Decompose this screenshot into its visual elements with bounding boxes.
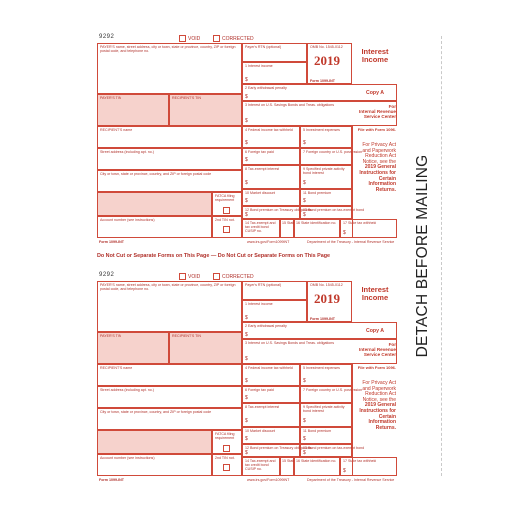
- city-label: City or town, state or province, country, and ZIP or foreign postal code: [100, 172, 212, 176]
- irs-line-2: Internal Revenue: [358, 347, 396, 353]
- box1-interest-income[interactable]: [242, 62, 307, 84]
- rtn-box[interactable]: [242, 281, 307, 300]
- box10-label: 10 Market discount: [245, 429, 276, 433]
- dollar-sign: $: [245, 450, 248, 456]
- box14-cusip[interactable]: [242, 219, 280, 238]
- notice-line: Notice, see the: [362, 158, 396, 165]
- rtn-box[interactable]: [242, 43, 307, 62]
- box11-label: 11 Bond premium: [303, 429, 332, 433]
- title-line-1: Interest: [361, 47, 389, 56]
- box10-label: 10 Market discount: [245, 191, 276, 195]
- payer-tin-box[interactable]: [97, 332, 169, 364]
- account-number-box[interactable]: [97, 216, 212, 238]
- dollar-sign: $: [245, 436, 248, 442]
- file-with-1096: File with Form 1096.: [357, 127, 396, 132]
- dollar-sign: $: [303, 140, 306, 146]
- dollar-sign: $: [245, 118, 248, 124]
- form-id-label: Form 1099-INT: [310, 79, 335, 83]
- footer-department: Department of the Treasury - Internal Revenue Service: [307, 240, 395, 244]
- void-checkbox[interactable]: [179, 273, 200, 280]
- detach-text: DETACH BEFORE MAILING: [414, 154, 431, 358]
- copy-label: Copy A: [366, 90, 384, 96]
- corrected-checkbox[interactable]: [213, 35, 254, 42]
- box6-label: 6 Foreign tax paid: [245, 150, 274, 154]
- street-address-label: Street address (including apt. no.): [100, 388, 154, 392]
- recipient-name-box[interactable]: [97, 364, 242, 386]
- box17-label: 17 State tax withheld: [343, 221, 377, 225]
- payer-tin-label: PAYER'S TIN: [100, 96, 122, 100]
- notice-line: Instructions for: [359, 407, 396, 414]
- box14-label: 14 Tax-exempt and tax credit bond CUSIP no.: [245, 459, 276, 471]
- dollar-sign: $: [245, 315, 248, 321]
- box5-investment-expenses[interactable]: [300, 126, 352, 148]
- box15-state[interactable]: [280, 219, 294, 238]
- dollar-sign: $: [303, 436, 306, 442]
- box13-tax-exempt-premium[interactable]: [300, 206, 365, 219]
- form-code: 9292: [99, 34, 115, 40]
- tax-year-text: 2019: [314, 291, 340, 306]
- box7-foreign-country[interactable]: [300, 386, 363, 403]
- box12-label: 12 Bond premium on Treasury obligations: [245, 446, 312, 450]
- box5-investment-expenses[interactable]: [300, 364, 352, 386]
- box16-state-id[interactable]: [294, 219, 340, 238]
- notice-line: Reduction Act: [365, 153, 396, 160]
- corrected-label: CORRECTED: [222, 35, 254, 42]
- box5-label: 5 Investment expenses: [303, 366, 340, 370]
- dollar-sign: $: [245, 332, 248, 338]
- recipient-name-box[interactable]: [97, 126, 242, 148]
- recipient-tin-box[interactable]: [169, 332, 242, 364]
- payer-tin-box[interactable]: [97, 94, 169, 126]
- form-id-label: Form 1099-INT: [310, 317, 335, 321]
- omb-number: OMB No. 1545-0112: [310, 283, 343, 287]
- box6-label: 6 Foreign tax paid: [245, 388, 274, 392]
- recipient-tin-box[interactable]: [169, 94, 242, 126]
- dollar-sign: $: [303, 418, 306, 424]
- footer-url: www.irs.gov/Form1099INT: [247, 478, 290, 482]
- title-line-2: Income: [361, 55, 389, 64]
- dollar-sign: $: [245, 395, 248, 401]
- box3-label: 3 Interest on U.S. Savings Bonds and Treas. obligations: [245, 103, 335, 107]
- box8-tax-exempt[interactable]: [242, 165, 300, 189]
- notice-line: Information: [368, 419, 396, 426]
- box11-label: 11 Bond premium: [303, 191, 332, 195]
- tax-year: [314, 291, 340, 307]
- street-address-box[interactable]: [97, 148, 242, 170]
- box2-label: 2 Early withdrawal penalty: [245, 324, 287, 328]
- dollar-sign: $: [245, 77, 248, 83]
- detach-before-mailing: [414, 36, 432, 476]
- corrected-label: CORRECTED: [222, 273, 254, 280]
- box15-state[interactable]: [280, 457, 294, 476]
- second-tin-checkbox[interactable]: [223, 226, 232, 233]
- box9-label: 9 Specified private activity bond interest: [303, 167, 345, 175]
- box16-state-id[interactable]: [294, 457, 340, 476]
- dollar-sign: $: [245, 140, 248, 146]
- dollar-sign: $: [303, 212, 306, 218]
- irs-service-center: [353, 342, 396, 358]
- payer-name-label: PAYER'S name, street address, city or town, state or province, country, ZIP or foreign postal code, and telephone no.: [100, 283, 236, 291]
- perforation-line: [441, 36, 442, 476]
- box1-label: 1 Interest income: [245, 302, 273, 306]
- box12-treasury-premium[interactable]: [242, 206, 312, 219]
- box2-label: 2 Early withdrawal penalty: [245, 86, 287, 90]
- dollar-sign: $: [303, 450, 306, 456]
- dollar-sign: $: [245, 212, 248, 218]
- payer-tin-label: PAYER'S TIN: [100, 334, 122, 338]
- box7-foreign-country[interactable]: [300, 148, 363, 165]
- box8-label: 8 Tax-exempt interest: [245, 167, 280, 171]
- notice-line: Returns.: [375, 186, 396, 193]
- box16-label: 16 State identification no.: [296, 459, 337, 463]
- corrected-checkbox[interactable]: [213, 273, 254, 280]
- fatca-label: FATCA filing requirement: [215, 432, 235, 440]
- irs-line-1: For: [388, 104, 396, 109]
- dollar-sign: $: [245, 418, 248, 424]
- fatca-checkbox[interactable]: [223, 445, 232, 452]
- box5-label: 5 Investment expenses: [303, 128, 340, 132]
- notice-line: For Privacy Act: [362, 142, 396, 148]
- dollar-sign: $: [303, 198, 306, 204]
- street-address-label: Street address (including apt. no.): [100, 150, 154, 154]
- rtn-label: Payer's RTN (optional): [245, 45, 282, 49]
- irs-line-3: Service Center: [363, 352, 396, 358]
- second-tin-label: 2nd TIN not.: [215, 456, 235, 460]
- dollar-sign: $: [343, 468, 346, 474]
- tax-year: [314, 53, 340, 69]
- box1-label: 1 Interest income: [245, 64, 273, 68]
- city-box[interactable]: [97, 408, 242, 430]
- box6-foreign-tax[interactable]: [242, 386, 300, 403]
- dollar-sign: $: [245, 180, 248, 186]
- irs-line-3: Service Center: [363, 114, 396, 120]
- city-label: City or town, state or province, country, and ZIP or foreign postal code: [100, 410, 212, 414]
- city-box[interactable]: [97, 170, 242, 192]
- footer-form-id: Form 1099-INT: [99, 240, 124, 244]
- box17-label: 17 State tax withheld: [343, 459, 377, 463]
- recipient-tin-label: RECIPIENT'S TIN: [172, 334, 201, 338]
- box12-treasury-premium[interactable]: [242, 444, 312, 457]
- box4-label: 4 Federal income tax withheld: [245, 128, 293, 132]
- footer-department: Department of the Treasury - Internal Revenue Service: [307, 478, 395, 482]
- void-label: VOID: [188, 273, 201, 280]
- form-code: 9292: [99, 272, 115, 278]
- recipient-name-label: RECIPIENT'S name: [100, 366, 133, 370]
- irs-line-1: For: [388, 342, 396, 347]
- omb-number: OMB No. 1545-0112: [310, 45, 343, 49]
- dollar-sign: $: [343, 230, 346, 236]
- dollar-sign: $: [245, 94, 248, 100]
- footer-form-label: [99, 240, 124, 244]
- recipient-name-label: RECIPIENT'S name: [100, 128, 133, 132]
- account-number-label: Account number (see instructions): [100, 456, 155, 460]
- fatca-box[interactable]: [212, 430, 242, 454]
- box8-tax-exempt[interactable]: [242, 403, 300, 427]
- fatca-checkbox[interactable]: [223, 207, 232, 214]
- dollar-sign: $: [245, 378, 248, 384]
- payer-name-box[interactable]: [97, 43, 242, 94]
- footer-form-label: [99, 478, 124, 482]
- box11-bond-premium[interactable]: [300, 427, 352, 444]
- box16-label: 16 State identification no.: [296, 221, 337, 225]
- box9-label: 9 Specified private activity bond interest: [303, 405, 345, 413]
- notice-line: and Paperwork: [362, 147, 396, 154]
- second-tin-label: 2nd TIN not.: [215, 218, 235, 222]
- dollar-sign: $: [245, 198, 248, 204]
- payer-name-label: PAYER'S name, street address, city or town, state or province, country, ZIP or foreign postal code, and telephone no.: [100, 45, 236, 53]
- dollar-sign: $: [303, 378, 306, 384]
- box6-foreign-tax[interactable]: [242, 148, 300, 165]
- box13-tax-exempt-premium[interactable]: [300, 444, 365, 457]
- account-number-label: Account number (see instructions): [100, 218, 155, 222]
- notice-line: Certain: [378, 175, 396, 182]
- omb-year-box: [307, 43, 352, 84]
- box4-federal-withheld[interactable]: [242, 126, 300, 148]
- box9-private-activity[interactable]: [300, 165, 352, 189]
- title-line-1: Interest: [361, 285, 389, 294]
- box11-bond-premium[interactable]: [300, 189, 352, 206]
- privacy-notice: [353, 381, 396, 431]
- box10-market-discount[interactable]: [242, 427, 300, 444]
- tax-year-text: 2019: [314, 53, 340, 68]
- box4-label: 4 Federal income tax withheld: [245, 366, 293, 370]
- privacy-notice: [353, 143, 396, 193]
- shaded-area: [97, 430, 212, 454]
- notice-line: 2019 General: [364, 402, 396, 409]
- box7-label: 7 Foreign country or U.S. possession: [303, 150, 363, 154]
- footer-form-id: Form 1099-INT: [99, 478, 124, 482]
- box8-label: 8 Tax-exempt interest: [245, 405, 280, 409]
- form-title: [353, 48, 397, 64]
- second-tin-box[interactable]: [212, 216, 242, 238]
- title-line-2: Income: [361, 293, 389, 302]
- box15-label: 15 State: [282, 221, 296, 225]
- footer-url: www.irs.gov/Form1099INT: [247, 240, 290, 244]
- cut-notice: Do Not Cut or Separate Forms on This Page — Do Not Cut or Separate Forms on This Page: [97, 253, 331, 259]
- box12-label: 12 Bond premium on Treasury obligations: [245, 208, 312, 212]
- second-tin-checkbox[interactable]: [223, 464, 232, 471]
- box9-private-activity[interactable]: [300, 403, 352, 427]
- box4-federal-withheld[interactable]: [242, 364, 300, 386]
- shaded-area: [97, 192, 212, 216]
- form-1099-int-top: [97, 35, 397, 253]
- box3-label: 3 Interest on U.S. Savings Bonds and Treas. obligations: [245, 341, 335, 345]
- irs-line-2: Internal Revenue: [358, 109, 396, 115]
- notice-line: and Paperwork: [362, 385, 396, 392]
- notice-line: For Privacy Act: [362, 380, 396, 386]
- box1-interest-income[interactable]: [242, 300, 307, 322]
- dollar-sign: $: [245, 157, 248, 163]
- notice-line: 2019 General: [364, 164, 396, 171]
- notice-line: Notice, see the: [362, 396, 396, 403]
- street-address-box[interactable]: [97, 386, 242, 408]
- notice-line: Reduction Act: [365, 391, 396, 398]
- second-tin-box[interactable]: [212, 454, 242, 476]
- fatca-box[interactable]: [212, 192, 242, 216]
- box14-label: 14 Tax-exempt and tax credit bond CUSIP no.: [245, 221, 276, 233]
- notice-line: Instructions for: [359, 169, 396, 176]
- copy-label: Copy A: [366, 328, 384, 334]
- void-checkbox[interactable]: [179, 35, 200, 42]
- payer-name-box[interactable]: [97, 281, 242, 332]
- omb-year-box: [307, 281, 352, 322]
- notice-line: Certain: [378, 413, 396, 420]
- fatca-label: FATCA filing requirement: [215, 194, 235, 202]
- box13-label: 13 Bond premium on tax-exempt bond: [303, 446, 365, 450]
- form-1099-int-bottom: [97, 273, 397, 491]
- irs-service-center: [353, 104, 396, 120]
- box13-label: 13 Bond premium on tax-exempt bond: [303, 208, 365, 212]
- notice-line: Returns.: [375, 424, 396, 431]
- box10-market-discount[interactable]: [242, 189, 300, 206]
- rtn-label: Payer's RTN (optional): [245, 283, 282, 287]
- dollar-sign: $: [245, 356, 248, 362]
- account-number-box[interactable]: [97, 454, 212, 476]
- box15-label: 15 State: [282, 459, 296, 463]
- dollar-sign: $: [303, 180, 306, 186]
- box7-label: 7 Foreign country or U.S. possession: [303, 388, 363, 392]
- void-label: VOID: [188, 35, 201, 42]
- notice-line: Information: [368, 181, 396, 188]
- form-title: [353, 286, 397, 302]
- file-with-1096: File with Form 1096.: [357, 365, 396, 370]
- recipient-tin-label: RECIPIENT'S TIN: [172, 96, 201, 100]
- box14-cusip[interactable]: [242, 457, 280, 476]
